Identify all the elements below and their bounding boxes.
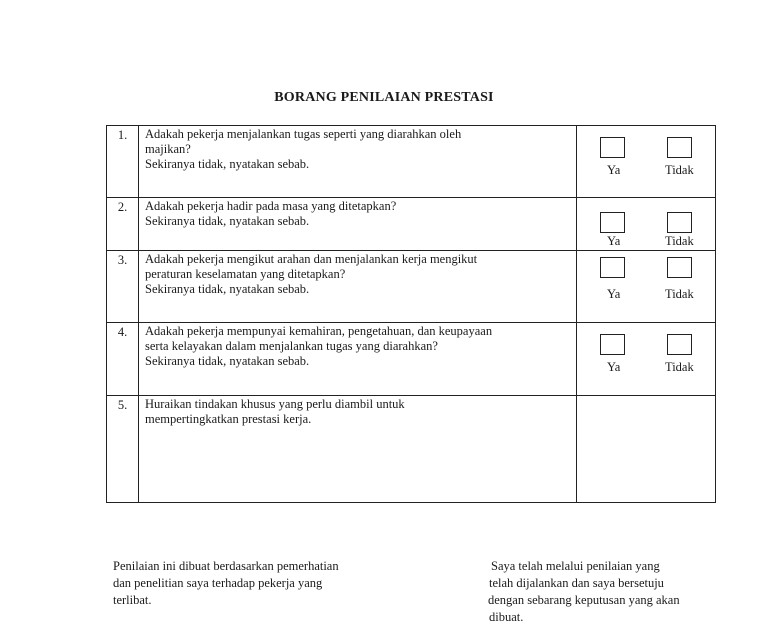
answer-area[interactable] (577, 396, 716, 503)
question-cell (139, 396, 577, 503)
yes-label: Ya (607, 360, 621, 374)
statement-line: telah dijalankan dan saya bersetuju (489, 576, 664, 590)
statement-line: Penilaian ini dibuat berdasarkan pemerhatian (113, 559, 339, 573)
yes-label: Ya (607, 163, 621, 177)
answer-cell (577, 198, 716, 251)
question-note: Sekiranya tidak, nyatakan sebab. (145, 354, 310, 368)
question-number: 4. (107, 323, 139, 396)
table-row (107, 251, 716, 323)
question-number: 2. (107, 198, 139, 251)
worker-statement (488, 558, 680, 626)
question-cell (139, 323, 577, 396)
table-row (107, 323, 716, 396)
question-text: Huraikan tindakan khusus yang perlu diambil untuk (145, 397, 405, 411)
answer-cell (577, 251, 716, 323)
question-text: Adakah pekerja mempunyai kemahiran, pengetahuan, dan keupayaan (145, 324, 493, 338)
question-text: mempertingkatkan prestasi kerja. (145, 412, 312, 426)
no-checkbox[interactable] (667, 334, 692, 355)
question-cell (139, 251, 577, 323)
question-cell (139, 126, 577, 198)
statement-line: dengan sebarang keputusan yang akan (488, 593, 680, 607)
no-label: Tidak (665, 234, 694, 248)
no-label: Tidak (665, 163, 694, 177)
no-checkbox[interactable] (667, 257, 692, 278)
statement-line: dan penelitian saya terhadap pekerja yang (113, 576, 323, 590)
no-checkbox[interactable] (667, 137, 692, 158)
no-checkbox[interactable] (667, 212, 692, 233)
yes-checkbox[interactable] (600, 137, 625, 158)
yes-checkbox[interactable] (600, 212, 625, 233)
statement-line: Saya telah melalui penilaian yang (491, 559, 660, 573)
yes-checkbox[interactable] (600, 334, 625, 355)
assessment-table (106, 125, 716, 503)
question-number: 1. (107, 126, 139, 198)
question-note: Sekiranya tidak, nyatakan sebab. (145, 157, 310, 171)
question-cell (139, 198, 577, 251)
question-note: Sekiranya tidak, nyatakan sebab. (145, 282, 310, 296)
assessor-statement (113, 558, 339, 609)
yes-label: Ya (607, 287, 621, 301)
question-text: Adakah pekerja hadir pada masa yang ditetapkan? (145, 199, 397, 213)
question-text: peraturan keselamatan yang ditetapkan? (145, 267, 346, 281)
question-number: 3. (107, 251, 139, 323)
yes-label: Ya (607, 234, 621, 248)
table-row (107, 198, 716, 251)
table-row (107, 126, 716, 198)
question-text: Adakah pekerja mengikut arahan dan menjalankan kerja mengikut (145, 252, 478, 266)
question-text: Adakah pekerja menjalankan tugas seperti yang diarahkan oleh (145, 127, 462, 141)
statement-line: terlibat. (113, 593, 152, 607)
answer-cell (577, 323, 716, 396)
question-number: 5. (107, 396, 139, 503)
yes-checkbox[interactable] (600, 257, 625, 278)
question-note: Sekiranya tidak, nyatakan sebab. (145, 214, 310, 228)
no-label: Tidak (665, 360, 694, 374)
form-title: BORANG PENILAIAN PRESTASI (274, 90, 494, 105)
statement-line: dibuat. (489, 610, 524, 624)
question-text: majikan? (145, 142, 191, 156)
table-row (107, 396, 716, 503)
question-text: serta kelayakan dalam menjalankan tugas yang diarahkan? (145, 339, 438, 353)
answer-cell (577, 126, 716, 198)
no-label: Tidak (665, 287, 694, 301)
